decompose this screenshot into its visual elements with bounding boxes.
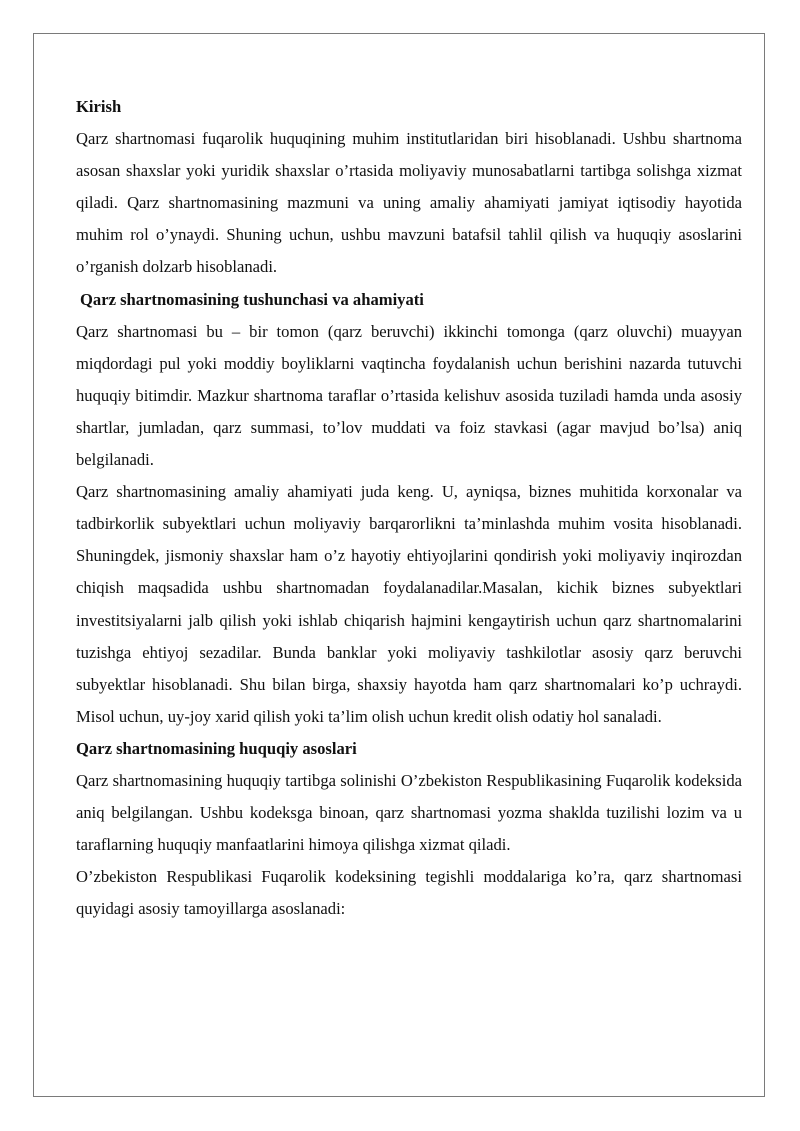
- paragraph-tushunchasi-2: Qarz shartnomasining amaliy ahamiyati juda keng. U, ayniqsa, biznes muhitida korxonalar va tadbirkorlik subyektlari uchun moliyaviy barqarorlikni ta’minlashda muhim vosita hisoblanadi. Shuningdek, jismoniy shaxslar ham o’z hayotiy ehtiyojlarini qondirish yoki moliyaviy inqirozdan chiqish maqsadida ushbu shartnomadan foydalanadilar.Masalan, kichik biznes subyektlari investitsiyalarni jalb qilish yoki ishlab chiqarish hajmini kengaytirish uchun qarz shartnomalarini tuzishga ehtiyoj sezadilar. Bunda banklar yoki moliyaviy tashkilotlar asosiy qarz beruvchi subyektlar hisoblanadi. Shu bilan birga, shaxsiy hayotda ham qarz shartnomalari ko’p uchraydi. Misol uchun, uy-joy xarid qilish yoki ta’lim olish uchun kredit olish odatiy hol sanaladi.: [76, 482, 742, 726]
- document-body: [76, 91, 742, 925]
- paragraph-huquqiy-asoslari-2: O’zbekiston Respublikasi Fuqarolik kodeksining tegishli moddalariga ko’ra, qarz shartnomasi quyidagi asosiy tamoyillarga asoslanadi:: [76, 867, 742, 919]
- paragraph-huquqiy-asoslari-1: Qarz shartnomasining huquqiy tartibga solinishi O’zbekiston Respublikasining Fuqarolik kodeksida aniq belgilangan. Ushbu kodeksga binoan, qarz shartnomasi yozma shaklda tuzilishi lozim va u taraflarning huquqiy manfaatlarini himoya qilishga xizmat qiladi.: [76, 770, 742, 855]
- section-heading-kirish: Kirish: [76, 97, 122, 116]
- paragraph-kirish: Qarz shartnomasi fuqarolik huquqining muhim institutlaridan biri hisoblanadi. Ushbu shartnoma asosan shaxslar yoki yuridik shaxslar o’rtasida moliyaviy munosabatlarni tartibga solishga xizmat qiladi. Qarz shartnomasining mazmuni va uning amaliy ahamiyati jamiyat iqtisodiy hayotida muhim rol o’ynaydi. Shuning uchun, ushbu mavzuni batafsil tahlil qilish va huquqiy asoslarini o’rganish dolzarb hisoblanadi.: [76, 129, 742, 277]
- paragraph-tushunchasi-1: Qarz shartnomasi bu – bir tomon (qarz beruvchi) ikkinchi tomonga (qarz oluvchi) muayyan miqdordagi pul yoki moddiy boyliklarni vaqtincha foydalanish uchun berishini nazarda tutuvchi huquqiy bitimdir. Mazkur shartnoma taraflar o’rtasida kelishuv asosida tuziladi hamda unda asosiy shartlar, jumladan, qarz summasi, to’lov muddati va foiz stavkasi (agar mavjud bo’lsa) aniq belgilanadi.: [76, 321, 742, 470]
- section-heading-tushunchasi: Qarz shartnomasining tushunchasi va ahamiyati: [80, 289, 424, 309]
- section-heading-huquqiy-asoslari: Qarz shartnomasining huquqiy asoslari: [76, 738, 357, 758]
